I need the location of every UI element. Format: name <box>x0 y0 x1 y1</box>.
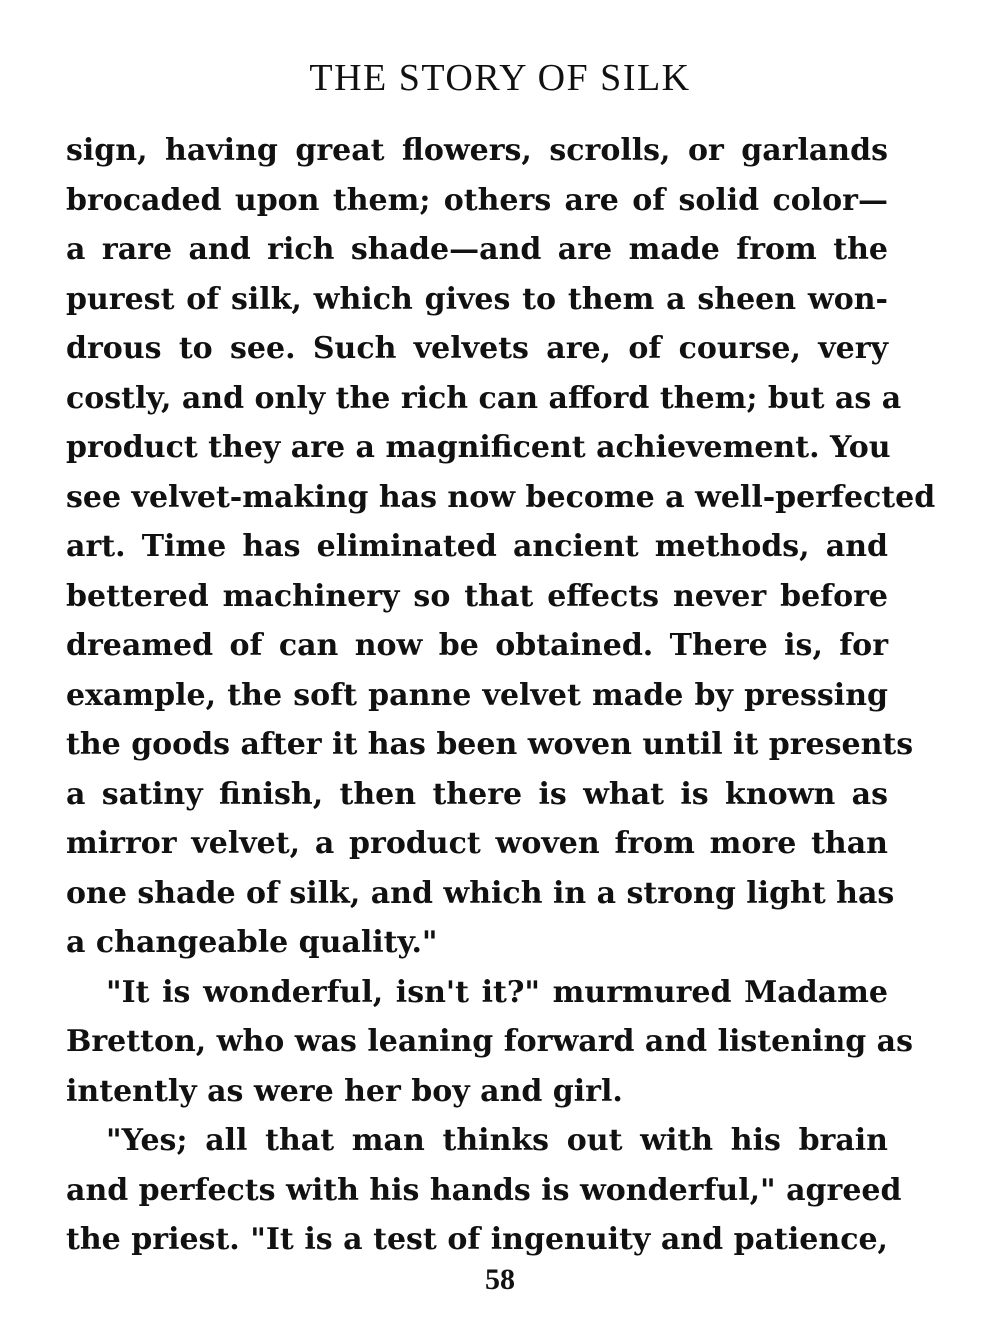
paragraph-3 <box>66 1116 902 1265</box>
text-line: the priest. "It is a test of ingenuity and patience, <box>66 1222 888 1257</box>
text-line: and perfects with his hands is wonderful," agreed <box>66 1172 902 1208</box>
text-line: a rare and rich shade—and are made from the <box>66 232 888 267</box>
paragraph-2 <box>66 968 914 1117</box>
text-line: see velvet-making has now become a well-perfected <box>66 479 936 515</box>
text-line: bettered machinery so that effects never before <box>66 578 888 614</box>
text-line: product they are a magnificent achievement. You <box>66 430 891 465</box>
text-line: brocaded upon them; others are of solid color— <box>66 182 888 218</box>
text-line: sign, having great flowers, scrolls, or garlands <box>66 133 888 168</box>
text-line: dreamed of can now be obtained. There is, for <box>66 628 888 663</box>
text-line: costly, and only the rich can afford them; but as a <box>66 380 902 416</box>
text-line: the goods after it has been woven until it presents <box>66 727 914 762</box>
paragraph-1 <box>66 126 936 968</box>
text-line: one shade of silk, and which in a strong light has <box>66 875 895 911</box>
text-line: intently as were her boy and girl. <box>66 1073 623 1109</box>
text-line: example, the soft panne velvet made by pressing <box>66 677 888 713</box>
page-number: 58 <box>485 1263 515 1296</box>
page-body <box>66 126 936 1265</box>
text-line: a changeable quality." <box>66 925 438 960</box>
text-line: drous to see. Such velvets are, of course, very <box>66 331 888 366</box>
text-line: "Yes; all that man thinks out with his brain <box>106 1123 888 1158</box>
text-line: Bretton, who was leaning forward and listening as <box>66 1024 914 1059</box>
text-line: purest of silk, which gives to them a sheen won- <box>66 281 888 317</box>
text-line: a satiny finish, then there is what is known as <box>66 776 888 812</box>
text-line: art. Time has eliminated ancient methods, and <box>66 529 888 564</box>
text-line: "It is wonderful, isn't it?" murmured Madame <box>106 974 888 1010</box>
running-title: THE STORY OF SILK <box>309 57 691 99</box>
text-line: mirror velvet, a product woven from more than <box>66 826 888 861</box>
